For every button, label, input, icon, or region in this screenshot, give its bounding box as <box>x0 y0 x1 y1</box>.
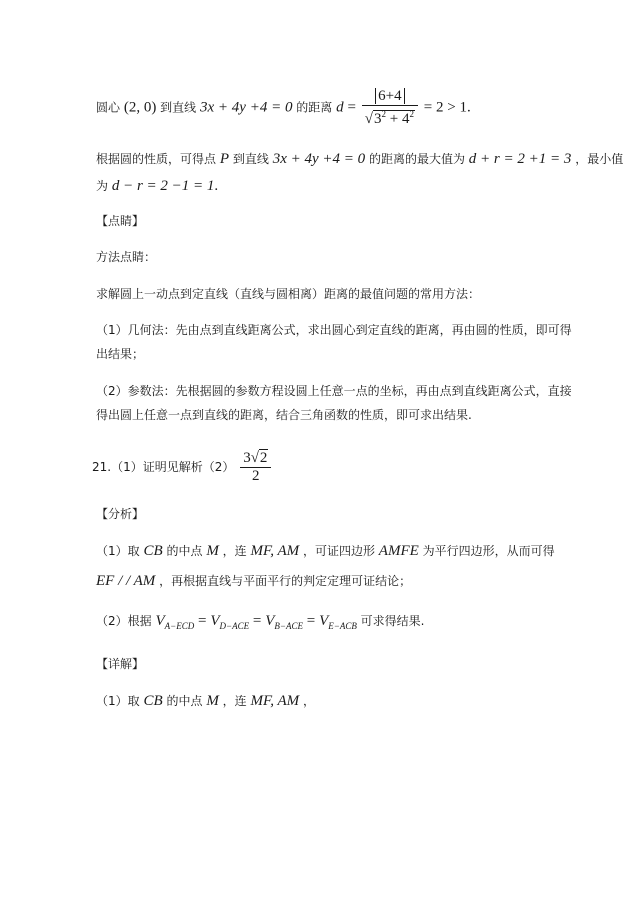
method-intro: 求解圆上一动点到定直线（直线与圆相离）距离的最值问题的常用方法： <box>96 287 481 301</box>
q21-fraction: $\frac{3√2}{2}$ <box>240 450 271 485</box>
min-expression: d − r = 2 −1 = 1 <box>111 178 215 194</box>
line-equation: 3x + 4y +4 = 0 <box>200 99 293 116</box>
analysis-1-line-1: （1）取 CB 的中点 M ，连 MF, AM ，可证四边形 AMFE 为平行四边形，从而可得 <box>96 543 555 559</box>
line-equation: 3x + 4y +4 = 0 <box>272 151 366 167</box>
method-title: 方法点睛： <box>96 250 157 264</box>
heading-fenxi: 【分析】 <box>96 507 145 521</box>
heading-dianjing: 【点睛】 <box>96 214 145 228</box>
method-2-line-2: 得出圆上任意一点到直线的距离，结合三角函数的性质，即可求出结果. <box>96 408 472 422</box>
method-2-line-1: （2）参数法：先根据圆的参数方程设圆上任意一点的坐标，再由点到直线距离公式，直接 <box>96 384 572 398</box>
max-min-line-2: 为 d − r = 2 −1 = 1. <box>96 178 219 194</box>
analysis-1-line-2: EF / / AM ，再根据直线与平面平行的判定定理可证结论； <box>96 573 412 589</box>
analysis-2: （2）根据 $V_{A-ECD} = V_{D-ACE} = V_{B-ACE} = V_{E-ACB}$ 可求得结果. <box>96 613 425 631</box>
max-min-line-1: 根据圆的性质，可得点 P 到直线 3x + 4y +4 = 0 的距离的最大值为 d + r = 2 +1 = 3 ，最小值 <box>96 151 624 167</box>
distance-line: 圆心 (2, 0) 到直线 3x + 4y +4 = 0 的距离 d = $\frac{6+4}{√3^2 + 4^2}$ = 2 > 1. <box>96 88 471 127</box>
q21-answer: 21.（1）证明见解析（2） $\frac{3√2}{2}$ <box>92 450 273 485</box>
distance-result: = 2 > 1 <box>423 99 467 116</box>
max-expression: d + r = 2 +1 = 3 <box>468 151 572 167</box>
method-1-line-2: 出结果； <box>96 347 145 361</box>
detail-1: （1）取 CB 的中点 M ，连 MF, AM ， <box>96 693 315 709</box>
method-1-line-1: （1）几何法：先由点到直线距离公式，求出圆心到定直线的距离，再由圆的性质，即可得 <box>96 323 572 337</box>
heading-xiangjie: 【详解】 <box>96 657 145 671</box>
center-coord: (2, 0) <box>123 99 157 116</box>
distance-fraction: $\frac{6+4}{√3^2 + 4^2}$ <box>362 88 418 128</box>
